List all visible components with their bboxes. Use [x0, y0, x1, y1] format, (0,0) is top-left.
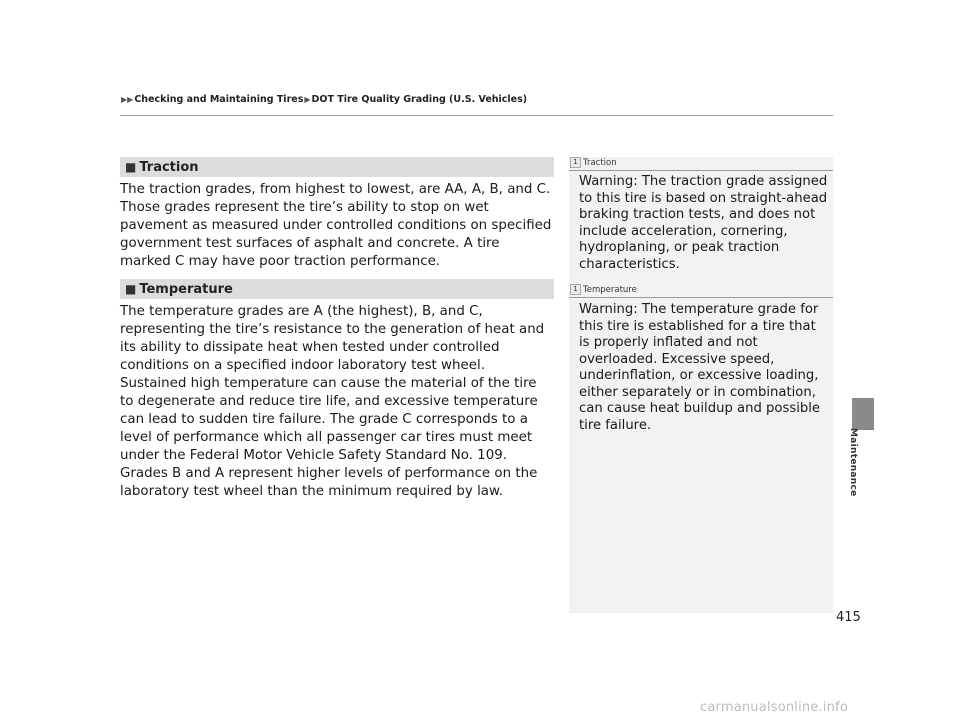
note-title-temperature	[570, 284, 637, 295]
note-title-traction	[570, 157, 617, 168]
note-text-temperature: Warning: The temperature grade for this tire is established for a tire that is properly inflated and not overloaded. Excessive speed, underinflation, or excessive loading, either separately or in combination, can cause heat buildup and possible tire failure.	[579, 302, 821, 433]
note-divider	[569, 297, 833, 298]
breadcrumb-arrow-icon: ▶▶	[121, 95, 134, 104]
temperature-body-text: The temperature grades are A (the highest), B, and C, representing the tire’s resistance to the generation of heat and its ability to dissipate heat when tested under controlled conditions on a specified indoor laboratory test wheel. Sustained high temperature can cause the material of the tire to degenerate and reduce tire life, and excessive temperature can lead to sudden tire failure. The grade C corresponds to a level of performance which all passenger car tires must meet under the Federal Motor Vehicle Safety Standard No. 109. Grades B and A represent higher levels of performance on the laboratory test wheel than the minimum required by law.	[120, 304, 545, 499]
page-number: 415	[836, 610, 861, 625]
section-heading-traction	[120, 157, 554, 177]
section-heading-label: Traction	[139, 159, 199, 175]
note-divider	[569, 170, 833, 171]
breadcrumb	[120, 94, 527, 105]
breadcrumb-item-dot-grading[interactable]: DOT Tire Quality Grading (U.S. Vehicles)	[311, 94, 528, 105]
note-title-label: Temperature	[583, 284, 637, 295]
section-heading-temperature	[120, 279, 554, 299]
chapter-side-label: Maintenance	[848, 428, 858, 497]
square-bullet-icon: ■	[125, 160, 137, 174]
breadcrumb-arrow-icon: ▶	[304, 95, 311, 104]
section-heading-label: Temperature	[139, 281, 233, 297]
note-text-traction: Warning: The traction grade assigned to this tire is based on straight-ahead braking traction tests, and does not include acceleration, cornering, hydroplaning, or peak traction characteristics.	[579, 174, 828, 272]
note-marker-icon: 1	[570, 284, 581, 295]
note-marker-icon: 1	[570, 157, 581, 168]
note-title-label: Traction	[583, 157, 617, 168]
square-bullet-icon: ■	[125, 282, 137, 296]
breadcrumb-item-tires[interactable]: Checking and Maintaining Tires	[134, 94, 304, 105]
header-divider	[120, 115, 833, 116]
watermark: carmanualsonline.info	[700, 700, 849, 715]
traction-body-text: The traction grades, from highest to lowest, are AA, A, B, and C. Those grades represent the tire’s ability to stop on wet pavement as measured under controlled conditions on specified government test surfaces of asphalt and concrete. A tire marked C may have poor traction performance.	[120, 182, 552, 269]
chapter-tab	[852, 398, 874, 430]
